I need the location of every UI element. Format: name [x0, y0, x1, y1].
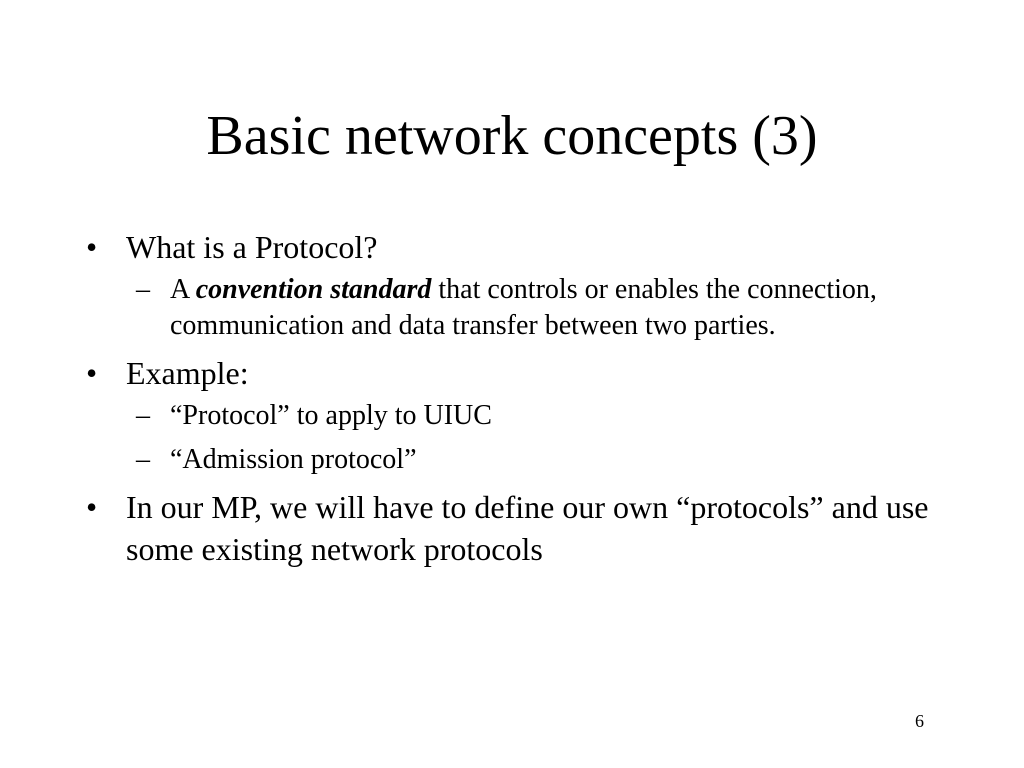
bullet-glyph: • — [86, 355, 98, 391]
bullet-glyph: • — [86, 229, 98, 265]
sub-bullet-example-2 — [126, 442, 940, 478]
sub-bullet-text: “Admission protocol” — [170, 444, 417, 475]
dash-glyph: – — [136, 274, 150, 305]
bullet-glyph: • — [86, 489, 98, 525]
bullet-item-mp — [80, 486, 940, 570]
slide-title: Basic network concepts (3) — [206, 105, 818, 167]
sub-bullet-list — [126, 272, 940, 344]
bullet-text: What is a Protocol? — [126, 229, 378, 265]
sub-bullet-example-1 — [126, 398, 940, 434]
bullet-item-example — [80, 352, 940, 478]
definition-prefix: A — [170, 274, 196, 305]
bullet-list — [80, 226, 940, 570]
definition-emphasis: convention standard — [195, 274, 432, 305]
page-number: 6 — [915, 711, 924, 731]
sub-bullet-definition — [126, 272, 940, 344]
bullet-item-protocol — [80, 226, 940, 344]
sub-bullet-text: “Protocol” to apply to UIUC — [170, 400, 492, 431]
sub-bullet-list — [126, 398, 940, 478]
bullet-text: In our MP, we will have to define our own “protocols” and use some existing network protocols — [126, 489, 929, 567]
bullet-text: Example: — [126, 355, 249, 391]
dash-glyph: – — [136, 400, 150, 431]
definition-suffix: that controls or enables the connection, communication and data transfer between two parties. — [170, 274, 877, 341]
dash-glyph: – — [136, 444, 150, 475]
